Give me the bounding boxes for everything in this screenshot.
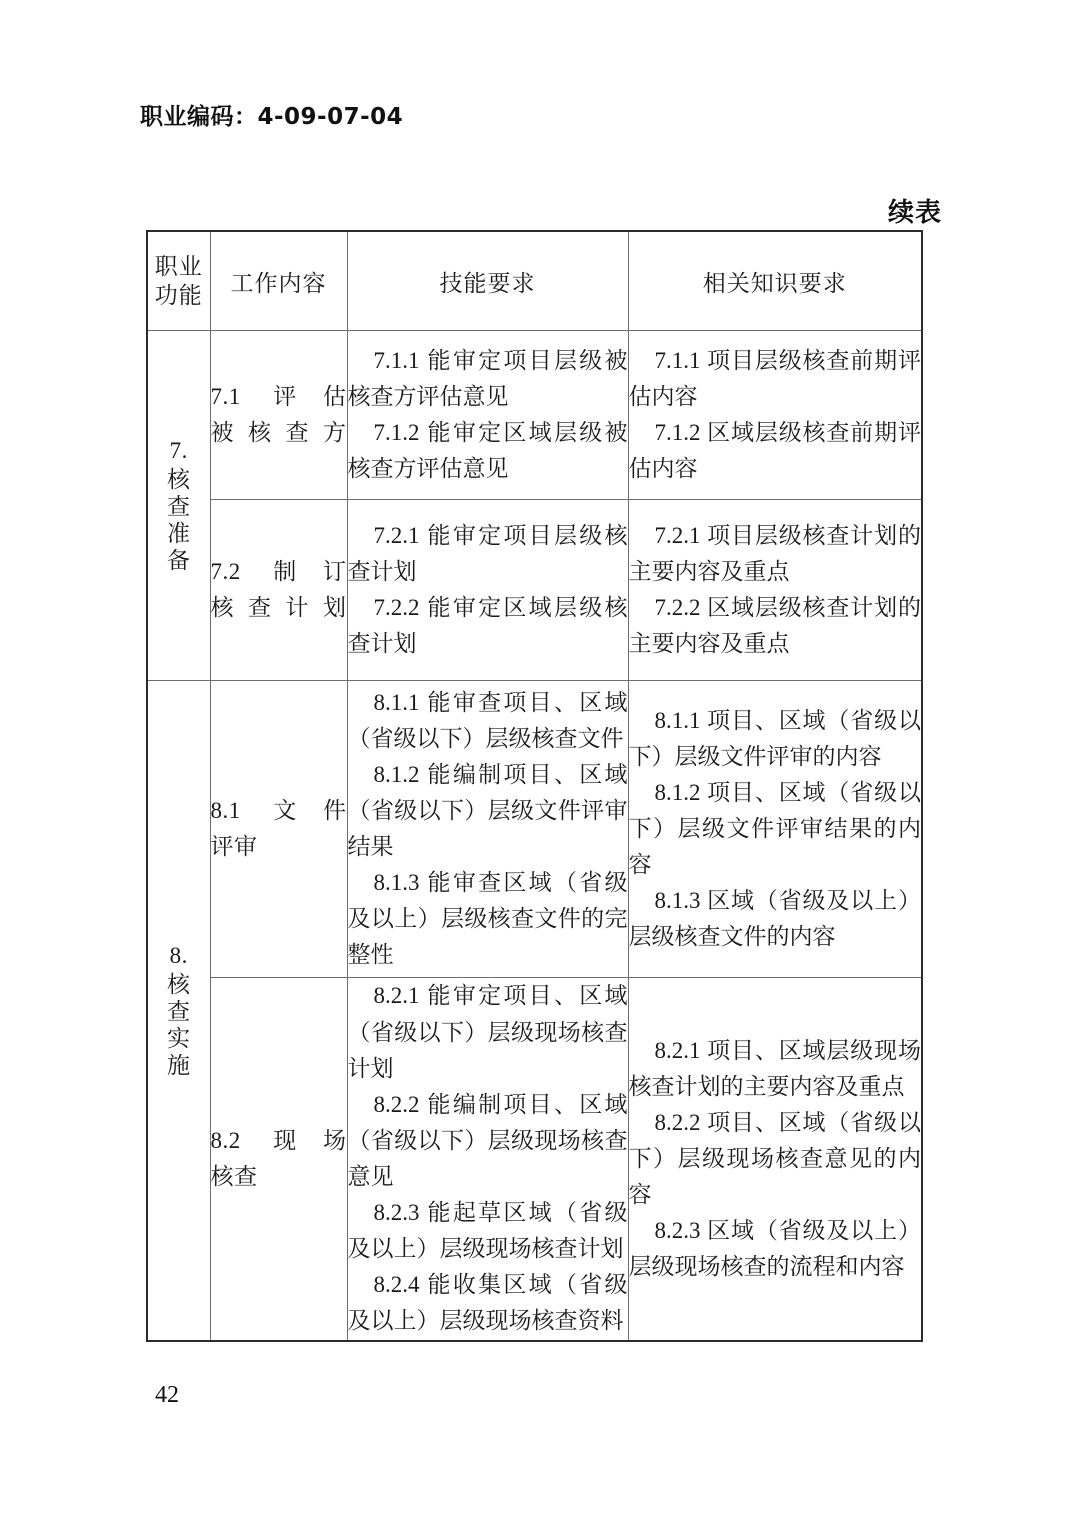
skill-item: 8.1.2 能编制项目、区域（省级以下）层级文件评审结果 bbox=[347, 761, 628, 859]
table-row bbox=[147, 500, 922, 681]
function-char: 备 bbox=[167, 548, 191, 574]
function-char: 核 bbox=[167, 466, 191, 492]
work-content-line: 评审 bbox=[210, 834, 258, 859]
skill-list bbox=[348, 978, 628, 1339]
work-content-line: 7.1 评估 bbox=[210, 384, 347, 410]
function-vertical-label-8 bbox=[148, 681, 210, 1340]
work-content-line: 核查计划 bbox=[210, 595, 347, 620]
knowledge-item: 7.2.1 项目层级核查计划的主要内容及重点 bbox=[628, 522, 921, 584]
function-cell-7 bbox=[147, 331, 210, 681]
skill-cell-7-2 bbox=[347, 500, 628, 681]
work-content-line: 被核查方 bbox=[210, 420, 347, 445]
work-content-text bbox=[211, 793, 347, 864]
work-content-cell-8-2 bbox=[210, 978, 347, 1342]
header-cell-knowledge-requirements: 相关知识要求 bbox=[628, 231, 922, 331]
skill-item: 7.1.1 能审定项目层级被核查方评估意见 bbox=[347, 347, 628, 409]
table-header-row bbox=[147, 231, 922, 331]
header-cell-skill-requirements: 技能要求 bbox=[347, 231, 628, 331]
work-content-text bbox=[211, 379, 347, 450]
function-char: 查 bbox=[167, 493, 191, 519]
knowledge-item: 7.1.2 区域层级核查前期评估内容 bbox=[628, 420, 921, 482]
work-content-text bbox=[211, 1123, 347, 1194]
knowledge-list bbox=[629, 1033, 922, 1286]
knowledge-list bbox=[629, 343, 922, 487]
work-content-cell-7-1 bbox=[210, 331, 347, 500]
work-content-line: 7.2 制订 bbox=[210, 559, 347, 585]
function-char: 实 bbox=[167, 1026, 191, 1052]
skill-item: 8.1.3 能审查区域（省级及以上）层级核查文件的完整性 bbox=[347, 870, 628, 968]
function-char: 查 bbox=[167, 998, 191, 1024]
knowledge-item: 8.2.1 项目、区域层级现场核查计划的主要内容及重点 bbox=[628, 1037, 921, 1099]
knowledge-item: 7.1.1 项目层级核查前期评估内容 bbox=[628, 347, 921, 409]
skill-item: 8.2.4 能收集区域（省级及以上）层级现场核查资料 bbox=[347, 1272, 628, 1334]
skill-item: 8.2.2 能编制项目、区域（省级以下）层级现场核查意见 bbox=[347, 1091, 628, 1189]
knowledge-item: 7.2.2 区域层级核查计划的主要内容及重点 bbox=[628, 595, 921, 657]
header-cell-work-content: 工作内容 bbox=[210, 231, 347, 331]
function-number-7: 7. bbox=[169, 437, 188, 463]
header-cell-function bbox=[147, 231, 210, 331]
knowledge-cell-8-2 bbox=[628, 978, 922, 1342]
work-content-text bbox=[211, 554, 347, 625]
skill-list bbox=[348, 685, 628, 974]
skill-list bbox=[348, 343, 628, 487]
skill-item: 8.1.1 能审查项目、区域（省级以下）层级核查文件 bbox=[347, 689, 628, 751]
skills-table-wrapper bbox=[146, 230, 921, 1342]
work-content-cell-8-1 bbox=[210, 681, 347, 978]
knowledge-cell-8-1 bbox=[628, 681, 922, 978]
knowledge-cell-7-1 bbox=[628, 331, 922, 500]
skill-item: 8.2.1 能审定项目、区域（省级以下）层级现场核查计划 bbox=[347, 983, 628, 1081]
knowledge-list bbox=[629, 518, 922, 662]
header-function-line1: 职业 bbox=[154, 253, 203, 279]
skill-item: 7.2.1 能审定项目层级核查计划 bbox=[347, 522, 628, 584]
skill-cell-8-2 bbox=[347, 978, 628, 1342]
continued-table-label: 续表 bbox=[887, 198, 942, 227]
function-char: 准 bbox=[167, 521, 191, 547]
skill-item: 8.2.3 能起草区域（省级及以上）层级现场核查计划 bbox=[347, 1200, 628, 1262]
skill-list bbox=[348, 518, 628, 662]
knowledge-cell-7-2 bbox=[628, 500, 922, 681]
running-head: 职业编码：4-09-07-04 bbox=[140, 104, 404, 130]
function-number-8: 8. bbox=[169, 942, 188, 968]
knowledge-item: 8.2.3 区域（省级及以上）层级现场核查的流程和内容 bbox=[628, 1218, 921, 1280]
occupational-skills-table bbox=[146, 230, 923, 1342]
function-char: 核 bbox=[167, 971, 191, 997]
work-content-line: 核查 bbox=[210, 1164, 258, 1189]
knowledge-item: 8.1.2 项目、区域（省级以下）层级文件评审结果的内容 bbox=[628, 779, 921, 878]
page-number: 42 bbox=[155, 1382, 179, 1408]
knowledge-list bbox=[629, 703, 922, 956]
skill-item: 7.1.2 能审定区域层级被核查方评估意见 bbox=[347, 420, 628, 482]
knowledge-item: 8.1.3 区域（省级及以上）层级核查文件的内容 bbox=[628, 888, 921, 950]
knowledge-item: 8.2.2 项目、区域（省级以下）层级现场核查意见的内容 bbox=[628, 1109, 921, 1208]
header-function-line2: 功能 bbox=[154, 283, 203, 308]
knowledge-item: 8.1.1 项目、区域（省级以下）层级文件评审的内容 bbox=[628, 707, 921, 769]
work-content-line: 8.1 文件 bbox=[210, 798, 347, 824]
table-row bbox=[147, 331, 922, 500]
function-cell-8 bbox=[147, 681, 210, 1342]
work-content-cell-7-2 bbox=[210, 500, 347, 681]
table-row bbox=[147, 978, 922, 1342]
function-char: 施 bbox=[167, 1053, 191, 1079]
work-content-line: 8.2 现场 bbox=[210, 1128, 347, 1154]
skill-cell-7-1 bbox=[347, 331, 628, 500]
table-row bbox=[147, 681, 922, 978]
skill-item: 7.2.2 能审定区域层级核查计划 bbox=[347, 595, 628, 657]
function-vertical-label-7 bbox=[148, 331, 210, 680]
skill-cell-8-1 bbox=[347, 681, 628, 978]
